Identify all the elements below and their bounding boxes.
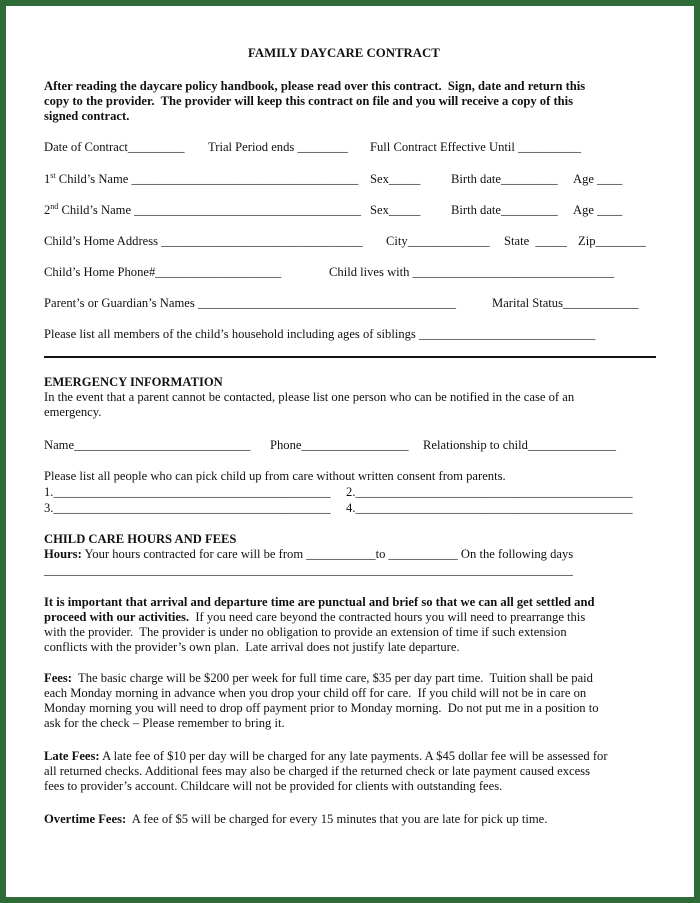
pickup-field-1[interactable]: 1.____________________________________________: [44, 485, 331, 499]
fees-label: Fees:: [44, 671, 72, 685]
intro-line-2: copy to the provider. The provider will keep this contract on file and you will receive a copy of this: [44, 94, 574, 108]
fees-line-4: ask for the check – Please remember to bring it.: [44, 716, 285, 730]
overtime-fees-label: Overtime Fees:: [44, 812, 127, 826]
punctual-line-3: with the provider. The provider is under no obligation to provide an extension of time if such extension: [44, 625, 567, 639]
child1-name-field[interactable]: [44, 172, 358, 187]
punctual-bold-line: It is important that arrival and departure time are punctual and brief so that we can all get settled and: [44, 595, 595, 609]
child2-name-field[interactable]: [44, 203, 361, 218]
state-field[interactable]: State _____: [504, 234, 567, 248]
child1-name-label: Child’s Name ____________________________________: [55, 172, 359, 186]
fees-line-3: Monday morning you will need to drop off payment prior to Monday morning. Do not put me in a position to: [44, 701, 599, 715]
emergency-relationship-field[interactable]: Relationship to child______________: [423, 438, 617, 452]
section-divider: [44, 356, 656, 358]
child1-number: 1: [44, 172, 51, 186]
child1-ordinal: st: [50, 170, 56, 180]
child1-birth-field[interactable]: Birth date_________: [451, 172, 558, 186]
late-fees-line-3: fees to provider’s account. Childcare will not be provided for clients with outstanding fees.: [44, 779, 503, 793]
pickup-field-2[interactable]: 2.____________________________________________: [346, 485, 633, 499]
emergency-phone-field[interactable]: Phone_________________: [270, 438, 409, 452]
punctual-line-4: conflicts with the provider’s own plan. Late arrival does not justify late departure.: [44, 640, 460, 654]
trial-period-field[interactable]: Trial Period ends ________: [208, 140, 348, 154]
pickup-prompt: Please list all people who can pick child up from care without written consent from parents.: [44, 469, 506, 483]
intro-line-1: After reading the daycare policy handbook, please read over this contract. Sign, date and return this: [44, 79, 586, 93]
hours-label: Hours:: [44, 547, 82, 561]
lives-with-field[interactable]: Child lives with ________________________________: [329, 265, 615, 279]
hours-text: Your hours contracted for care will be from ___________to ___________ On the following days: [81, 547, 574, 561]
city-field[interactable]: City_____________: [386, 234, 490, 248]
fees-text-1: The basic charge will be $200 per week for full time care, $35 per day part time. Tuition shall be paid: [71, 671, 593, 685]
home-address-field[interactable]: Child’s Home Address ________________________________: [44, 234, 363, 248]
punctual-bold-phrase: proceed with our activities.: [44, 610, 190, 624]
emergency-name-field[interactable]: Name____________________________: [44, 438, 251, 452]
child1-sex-field[interactable]: Sex_____: [370, 172, 421, 186]
guardian-names-field[interactable]: Parent’s or Guardian’s Names _________________________________________: [44, 296, 457, 310]
fees-line-1: [44, 671, 593, 686]
household-members-field[interactable]: Please list all members of the child’s household including ages of siblings ____________________________: [44, 327, 596, 341]
late-fees-line-2: all returned checks. Additional fees may also be charged if the returned check or late payment caused excess: [44, 764, 590, 778]
child1-age-field[interactable]: Age ____: [573, 172, 623, 186]
overtime-fees-line: [44, 812, 547, 827]
pickup-field-4[interactable]: 4.____________________________________________: [346, 501, 633, 515]
hours-heading: CHILD CARE HOURS AND FEES: [44, 532, 237, 546]
overtime-fees-text: A fee of $5 will be charged for every 15 minutes that you are late for pick up time.: [126, 812, 548, 826]
fees-line-2: each Monday morning in advance when you drop your child off for care. If you child will not be in care on: [44, 686, 587, 700]
page-title: FAMILY DAYCARE CONTRACT: [248, 46, 440, 60]
child2-age-field[interactable]: Age ____: [573, 203, 623, 217]
days-field[interactable]: ____________________________________________________________________________________: [44, 563, 573, 577]
child2-ordinal: nd: [50, 201, 59, 211]
punctual-rest: If you need care beyond the contracted hours you will need to prearrange this: [189, 610, 586, 624]
child2-number: 2: [44, 203, 51, 217]
child2-birth-field[interactable]: Birth date_________: [451, 203, 558, 217]
intro-line-3: signed contract.: [44, 109, 130, 123]
marital-status-field[interactable]: Marital Status____________: [492, 296, 639, 310]
emergency-text-2: emergency.: [44, 405, 102, 419]
zip-field[interactable]: Zip________: [578, 234, 646, 248]
pickup-field-3[interactable]: 3.____________________________________________: [44, 501, 331, 515]
date-of-contract-field[interactable]: Date of Contract_________: [44, 140, 185, 154]
punctual-line-2: [44, 610, 585, 625]
home-phone-field[interactable]: Child’s Home Phone#____________________: [44, 265, 282, 279]
hours-field[interactable]: [44, 547, 573, 562]
full-contract-field[interactable]: Full Contract Effective Until __________: [370, 140, 582, 154]
emergency-heading: EMERGENCY INFORMATION: [44, 375, 223, 389]
child2-sex-field[interactable]: Sex_____: [370, 203, 421, 217]
late-fees-text-1: A late fee of $10 per day will be charged for any late payments. A $45 dollar fee will be assessed for: [99, 749, 608, 763]
contract-page: [6, 6, 694, 897]
emergency-text-1: In the event that a parent cannot be contacted, please list one person who can be notified in the case of an: [44, 390, 575, 404]
child2-name-label: Child’s Name ____________________________________: [58, 203, 361, 217]
late-fees-label: Late Fees:: [44, 749, 100, 763]
late-fees-line-1: [44, 749, 608, 764]
